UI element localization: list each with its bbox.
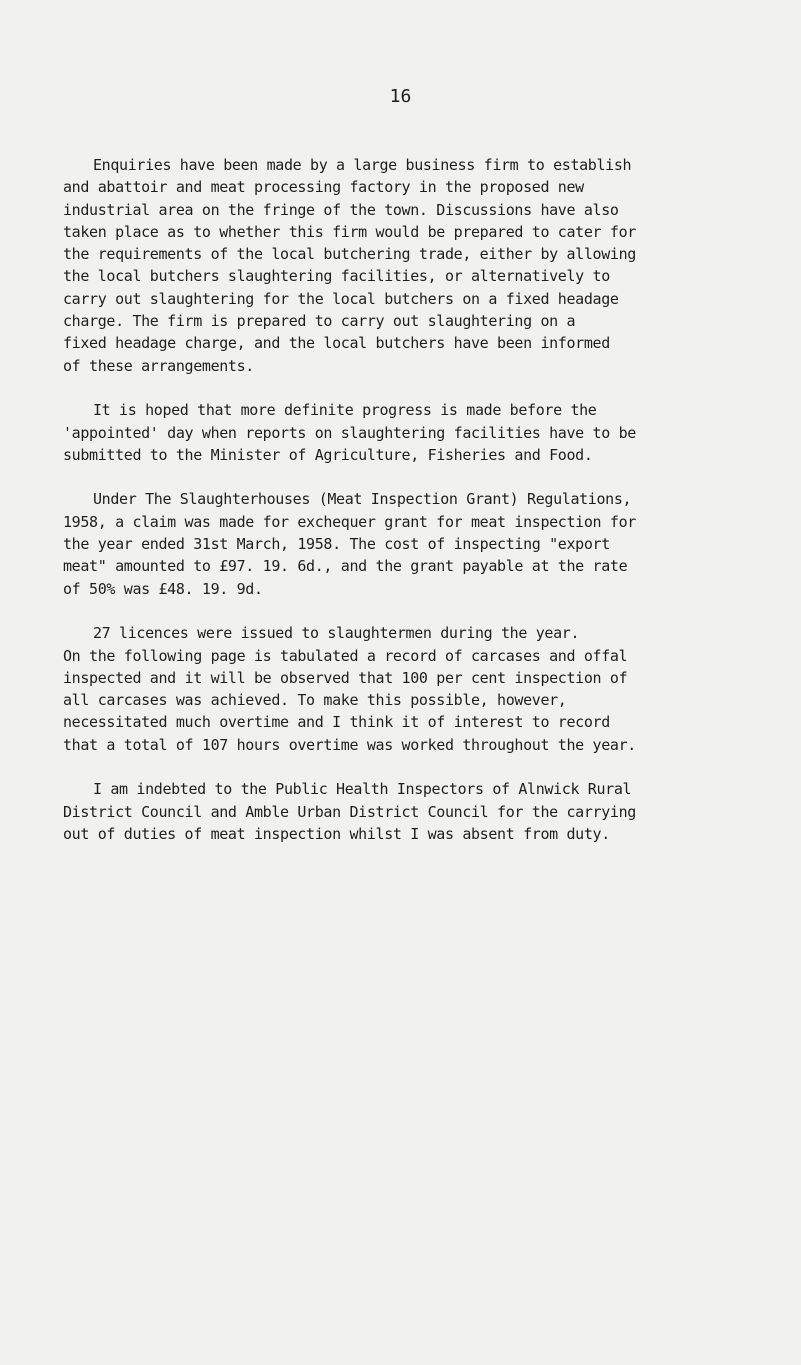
text-line: taken place as to whether this firm would be prepared to cater for — [63, 222, 636, 241]
paragraph-grant-regulations — [63, 488, 743, 599]
text-line: I am indebted to the Public Health Inspectors of Alnwick Rural — [93, 780, 632, 799]
text-line: of these arrangements. — [63, 356, 254, 375]
paragraph-licences — [63, 622, 743, 756]
paragraph-abattoir-proposal — [63, 154, 743, 377]
paragraph-acknowledgement — [63, 778, 743, 845]
text-line: that a total of 107 hours overtime was worked throughout the year. — [63, 735, 636, 754]
text-line: carry out slaughtering for the local butchers on a fixed headage — [63, 289, 619, 308]
text-line: District Council and Amble Urban District Council for the carrying — [63, 802, 636, 821]
text-line: meat" amounted to £97. 19. 6d., and the grant payable at the rate — [63, 557, 628, 576]
text-line: of 50% was £48. 19. 9d. — [63, 579, 263, 598]
text-line: Enquiries have been made by a large business firm to establish — [93, 156, 632, 174]
text-line: out of duties of meat inspection whilst I was absent from duty. — [63, 824, 610, 843]
text-line: the local butchers slaughtering facilities, or alternatively to — [63, 267, 610, 286]
text-line: necessitated much overtime and I think it of interest to record — [63, 713, 610, 732]
page-number: 16 — [389, 86, 412, 107]
text-line: inspected and it will be observed that 100 per cent inspection of — [63, 668, 628, 687]
text-line: 27 licences were issued to slaughtermen during the year. — [93, 624, 580, 643]
text-line: Under The Slaughterhouses (Meat Inspection Grant) Regulations, — [93, 490, 632, 509]
text-line: It is hoped that more definite progress is made before the — [93, 401, 597, 420]
text-line: fixed headage charge, and the local butchers have been informed — [63, 334, 610, 353]
text-line: submitted to the Minister of Agriculture, Fisheries and Food. — [63, 445, 593, 464]
text-line: the requirements of the local butchering trade, either by allowing — [63, 245, 636, 264]
text-line: and abattoir and meat processing factory in the proposed new — [63, 178, 584, 197]
paragraph-appointed-day — [63, 399, 743, 466]
text-line: On the following page is tabulated a record of carcases and offal — [63, 646, 628, 665]
text-line: industrial area on the fringe of the town. Discussions have also — [63, 200, 619, 219]
text-line: 1958, a claim was made for exchequer grant for meat inspection for — [63, 512, 636, 531]
text-line: charge. The firm is prepared to carry out slaughtering on a — [63, 312, 576, 331]
text-line: 'appointed' day when reports on slaughtering facilities have to be — [63, 423, 636, 442]
body-text — [63, 154, 743, 868]
text-line: all carcases was achieved. To make this possible, however, — [63, 691, 567, 710]
text-line: the year ended 31st March, 1958. The cost of inspecting "export — [63, 535, 610, 554]
